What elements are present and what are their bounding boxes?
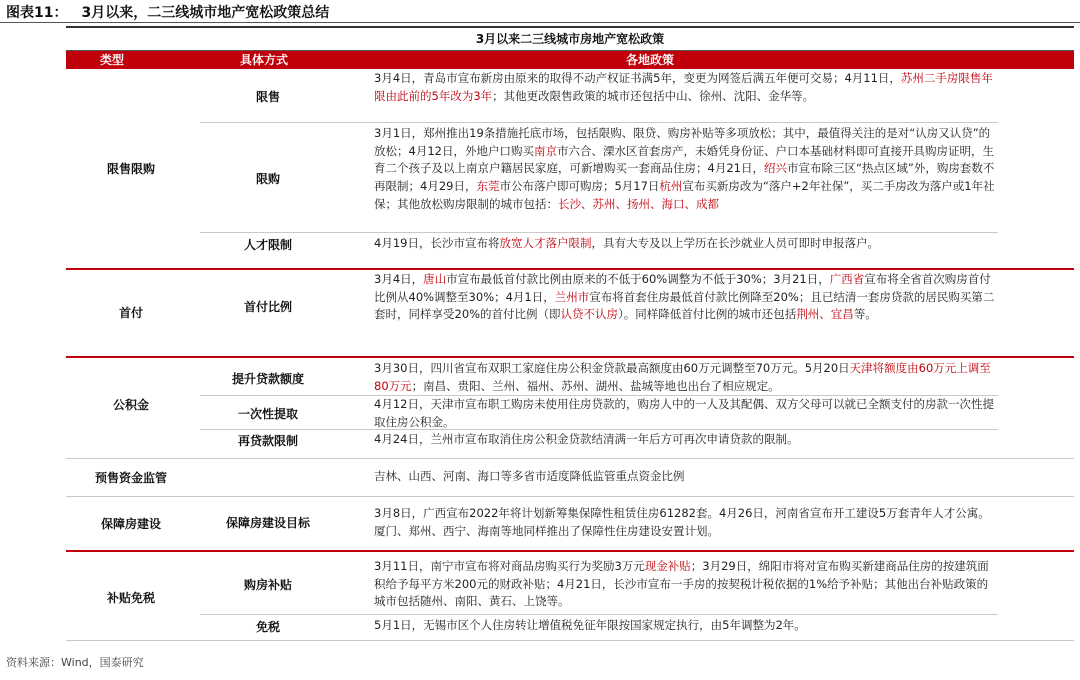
method-talent-limit: 人才限制 [243, 237, 292, 252]
table-bottom-rule [66, 640, 1074, 641]
method-loan-limit: 提升贷款额度 [231, 371, 304, 386]
method-down-payment-ratio: 首付比例 [243, 299, 292, 314]
method-housing-target: 保障房建设目标 [225, 515, 310, 530]
group-divider [66, 496, 1074, 497]
policy-presale: 吉林、山西、河南、海口等多省市适度降低监管重点资金比例 [374, 469, 685, 483]
row-divider [200, 122, 998, 123]
header-method: 具体方式 [240, 53, 289, 67]
policy-purchase-subsidy: 3月11日，南宁市宣布将对商品房购买行为奖励3万元现金补贴；3月29日，绵阳市将对宣布购买新建商品住房的按建筑面积给予每平方米200元的财政补贴；4月21日，长沙市宣布一手房的按契税计税依据的1%给予补贴；其他出台补贴政策的城市包括随州、南阳、黄石、上饶等。 [374, 559, 989, 609]
policy-down-payment-ratio: 3月4日，唐山市宣布最低首付款比例由原来的不低于60%调整为不低于30%；3月21日，广西省宣布将全省首次购房首付比例从40%调整至30%；4月1日，兰州市宣布将首套住房最低首付款比例降至20%；且已结清一套房贷款的居民购买第二套时，同样享受20%的首付比例（即认贷不认房）。同样降低首付比例的城市还包括荆州、宜昌等。 [374, 272, 995, 322]
table-header [66, 51, 1074, 69]
policy-tax-free: 5月1日，无锡市区个人住房转让增值税免征年限按国家规定执行，由5年调整为2年。 [374, 618, 806, 632]
row-divider [200, 395, 998, 396]
source-note: 资料来源：Wind，国泰研究 [6, 656, 144, 669]
header-type: 类型 [100, 53, 125, 67]
group-divider [66, 356, 1074, 358]
method-reloan-limit: 再贷款限制 [237, 433, 298, 448]
row-divider [200, 429, 998, 430]
header-policy: 各地政策 [626, 53, 675, 67]
category-subsidy: 补贴免税 [106, 590, 155, 605]
category-down-payment: 首付 [118, 305, 143, 320]
method-sale-limit: 限售 [255, 89, 280, 104]
figure-title-text: 3月以来，二三线城市地产宽松政策总结 [81, 5, 330, 21]
title-rule [0, 22, 1080, 23]
policy-reloan-limit: 4月24日，兰州市宣布取消住房公积金贷款结清满一年后方可再次申请贷款的限制。 [374, 432, 799, 446]
policy-housing-target: 3月8日，广西宣布2022年将计划新筹集保障性租赁住房61282套。4月26日，河南省宣布开工建设5万套青年人才公寓。厦门、郑州、西宁、海南等地同样推出了保障性住房建设安置计划。 [374, 506, 990, 538]
method-purchase-limit: 限购 [255, 171, 280, 186]
method-one-time-withdrawal: 一次性提取 [237, 406, 298, 421]
category-limit: 限售限购 [106, 161, 155, 176]
figure-number: 图表11： [6, 5, 68, 21]
category-presale: 预售资金监管 [94, 470, 167, 485]
category-housing-fund: 公积金 [112, 397, 149, 412]
group-divider [66, 268, 1074, 270]
policy-one-time-withdrawal: 4月12日，天津市宣布职工购房未使用住房贷款的，购房人中的一人及其配偶、双方父母可以就已全额支付的房款一次性提取住房公积金。 [374, 397, 994, 429]
category-affordable-housing: 保障房建设 [100, 516, 161, 531]
row-divider [200, 232, 998, 233]
group-divider [66, 550, 1074, 552]
policy-talent-limit: 4月19日，长沙市宣布将放宽人才落户限制，具有大专及以上学历在长沙就业人员可即时申报落户。 [374, 236, 879, 250]
policy-purchase-limit: 3月1日，郑州推出19条措施托底市场，包括限购、限贷、购房补贴等多项放松；其中，最值得关注的是对“认房又认贷”的放松；4月12日，外地户口购买南京市六合、溧水区首套房产，未婚凭身份证、户口本基础材料即可直接开具购房证明，生育二个孩子及以上南京户籍居民家庭，可新增购买一套商品住房；4月21日，绍兴市宣布除三区“热点区域”外，购房套数不再限制；4月29日，东莞市公布落户即可购房；5月17日杭州宣布买新房改为“落户+2年社保”，买二手房改为落户或1年社保；其他放松购房限制的城市包括：长沙、苏州、扬州、海口、成都 [374, 126, 995, 211]
table-title: 3月以来二三线城市房地产宽松政策 [66, 26, 1074, 51]
policy-sale-limit: 3月4日，青岛市宣布新房由原来的取得不动产权证书满5年，变更为网签后满五年便可交易；4月11日，苏州二手房限售年限由此前的5年改为3年；其他更改限售政策的城市还包括中山、徐州、沈阳、金华等。 [374, 71, 993, 103]
policy-loan-limit: 3月30日，四川省宣布双职工家庭住房公积金贷款最高额度由60万元调整至70万元。5月20日天津将额度由60万元上调至80万元；南昌、贵阳、兰州、福州、苏州、湖州、盐城等地也出台了相应规定。 [374, 361, 991, 393]
method-purchase-subsidy: 购房补贴 [243, 577, 292, 592]
group-divider [66, 458, 1074, 459]
figure-title [6, 2, 329, 22]
method-tax-free: 免税 [255, 619, 280, 634]
row-divider [200, 614, 998, 615]
